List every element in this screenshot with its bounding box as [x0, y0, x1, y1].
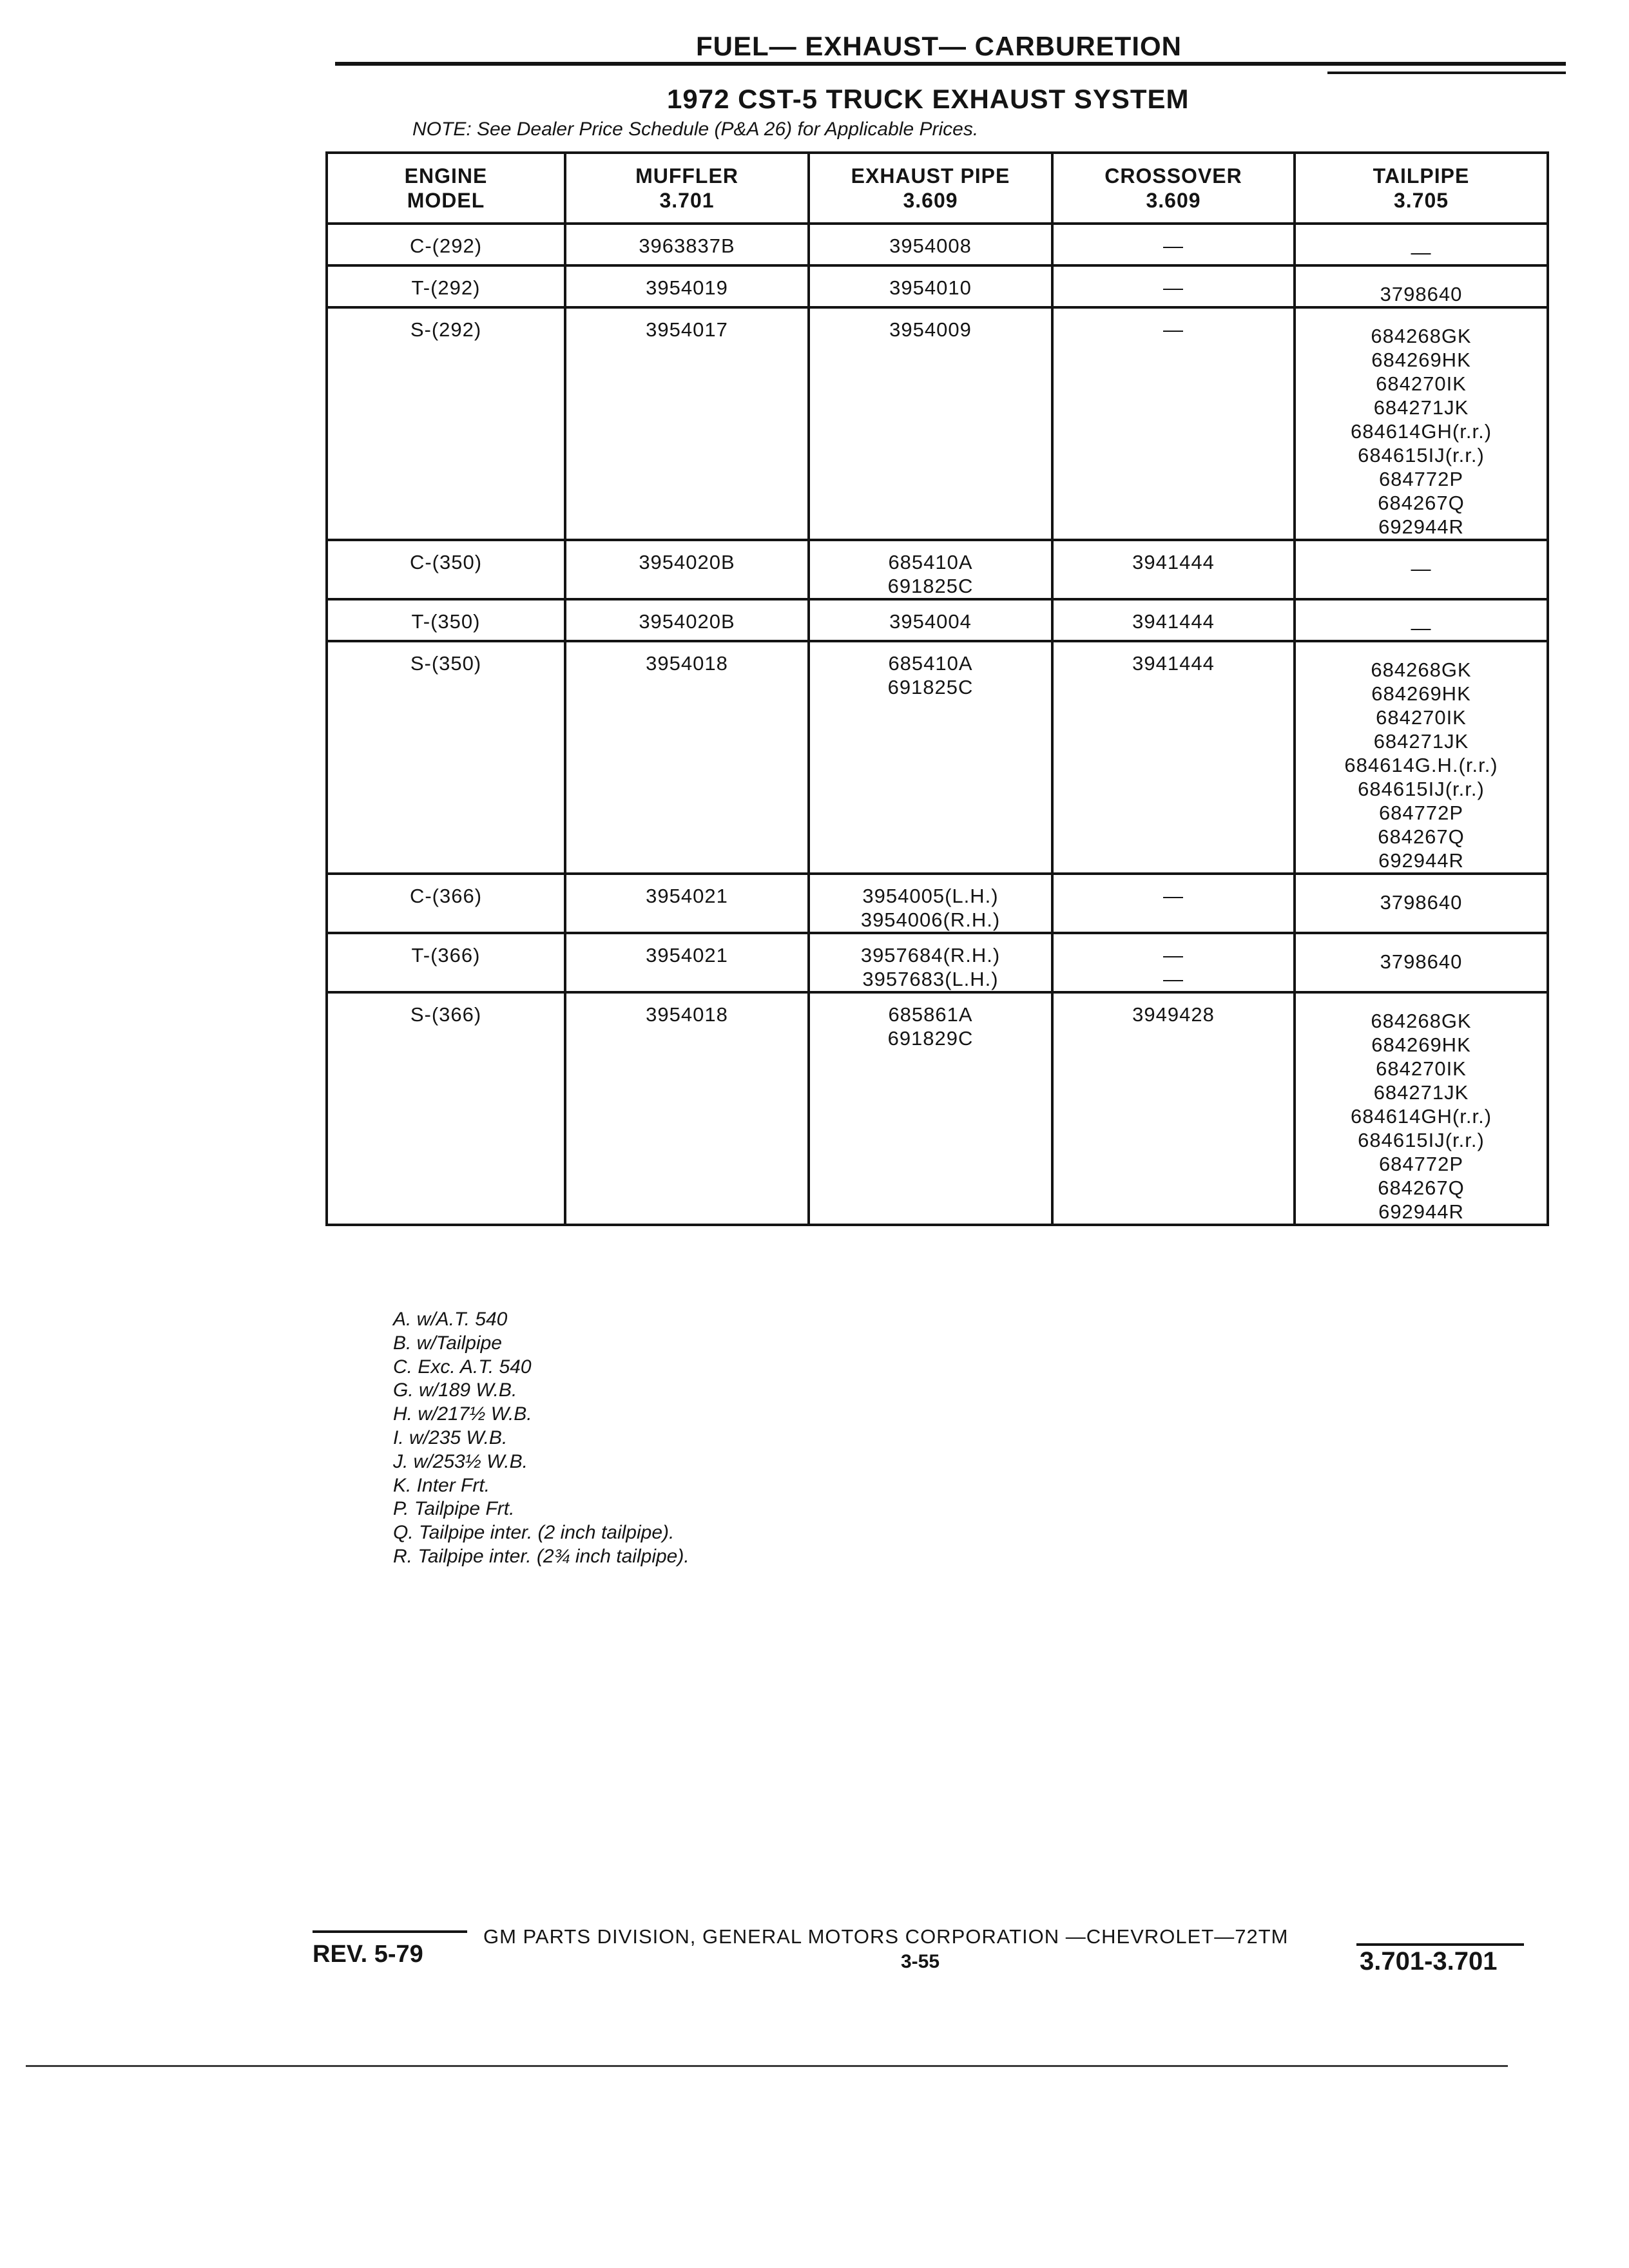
part-number: 3954018: [646, 1003, 728, 1026]
part-number: 691825C: [887, 676, 974, 698]
footer-page-number: 3-55: [901, 1951, 940, 1972]
part-number: 3954005(L.H.): [862, 885, 999, 907]
part-number: 692944R: [1378, 1200, 1464, 1223]
part-number: 685861A: [888, 1003, 973, 1026]
column-header: [565, 153, 809, 224]
column-header-code: 3.701: [659, 189, 715, 212]
engine-model-cell: C-(292): [327, 224, 565, 265]
part-number: 684268GK: [1371, 1010, 1472, 1032]
engine-model-cell: C-(366): [327, 874, 565, 933]
part-number: 3954004: [889, 610, 972, 633]
column-header-code: 3.705: [1393, 189, 1449, 212]
table-row: [327, 224, 1548, 265]
exhaust-pipe-cell: [809, 641, 1052, 874]
footnote-item: R. Tailpipe inter. (2¾ inch tailpipe).: [393, 1545, 689, 1567]
column-header: [1052, 153, 1295, 224]
part-number: 3957683(L.H.): [862, 968, 999, 990]
column-header: [327, 153, 565, 224]
part-number: 3798640: [1380, 891, 1463, 914]
tailpipe-cell: [1295, 599, 1548, 641]
part-number: 684269HK: [1371, 682, 1471, 705]
footnote-item: H. w/217½ W.B.: [393, 1403, 532, 1425]
muffler-cell: [565, 307, 809, 540]
part-number: 692944R: [1378, 515, 1464, 538]
part-number: —: [1163, 318, 1184, 341]
tailpipe-cell: [1295, 265, 1548, 307]
tailpipe-cell: [1295, 874, 1548, 933]
column-header-line: EXHAUST PIPE: [851, 164, 1010, 187]
table-row: [327, 992, 1548, 1225]
part-number: 691825C: [887, 575, 974, 597]
part-number: 3963837B: [639, 235, 735, 257]
part-number: 3954018: [646, 652, 728, 675]
footnote-item: A. w/A.T. 540: [393, 1309, 508, 1330]
crossover-cell: [1052, 540, 1295, 599]
table-row: [327, 874, 1548, 933]
crossover-cell: [1052, 307, 1295, 540]
part-number: 684267Q: [1378, 1177, 1465, 1199]
part-number: 3941444: [1132, 652, 1215, 675]
muffler-cell: [565, 933, 809, 992]
exhaust-parts-table: [325, 151, 1549, 1226]
part-number: 684615IJ(r.r.): [1358, 778, 1485, 800]
part-number: —: [1411, 617, 1432, 639]
part-number: 3798640: [1380, 950, 1463, 973]
part-number: 684772P: [1378, 1153, 1464, 1175]
part-number: 685410A: [888, 652, 973, 675]
header-rule: [335, 62, 1566, 66]
part-number: 684772P: [1378, 802, 1464, 824]
muffler-cell: [565, 540, 809, 599]
exhaust-pipe-cell: [809, 540, 1052, 599]
footnote-item: K. Inter Frt.: [393, 1474, 490, 1496]
column-header: [809, 153, 1052, 224]
tailpipe-cell: [1295, 224, 1548, 265]
tailpipe-cell: [1295, 540, 1548, 599]
part-number: 3954020B: [639, 610, 735, 633]
part-number: 684615IJ(r.r.): [1358, 1129, 1485, 1151]
part-number: 684269HK: [1371, 1033, 1471, 1056]
part-number: 685410A: [888, 551, 973, 573]
footnotes-list: [393, 1308, 689, 1569]
column-header-code: MODEL: [407, 189, 485, 212]
table-row: [327, 599, 1548, 641]
bottom-scan-rule: [26, 2065, 1508, 2067]
pricing-note: NOTE: See Dealer Price Schedule (P&A 26) for Applicable Prices.: [412, 119, 979, 140]
footnote-item: C. Exc. A.T. 540: [393, 1356, 532, 1378]
footnote-item: G. w/189 W.B.: [393, 1379, 517, 1401]
muffler-cell: [565, 224, 809, 265]
part-number: 3954021: [646, 944, 728, 966]
engine-model-cell: C-(350): [327, 540, 565, 599]
header-rule-thin: [1327, 72, 1566, 74]
engine-model-cell: S-(350): [327, 641, 565, 874]
part-number: 684614GH(r.r.): [1350, 1105, 1492, 1128]
exhaust-pipe-cell: [809, 224, 1052, 265]
exhaust-pipe-cell: [809, 265, 1052, 307]
engine-model-cell: S-(366): [327, 992, 565, 1225]
column-header-line: CROSSOVER: [1104, 164, 1242, 187]
muffler-cell: [565, 992, 809, 1225]
exhaust-pipe-cell: [809, 933, 1052, 992]
column-header: [1295, 153, 1548, 224]
part-number: 3954006(R.H.): [860, 908, 1001, 931]
exhaust-pipe-cell: [809, 599, 1052, 641]
part-number: —: [1411, 557, 1432, 580]
tailpipe-cell: [1295, 641, 1548, 874]
part-number: —: [1163, 235, 1184, 257]
exhaust-pipe-cell: [809, 992, 1052, 1225]
part-number: 3798640: [1380, 283, 1463, 305]
part-number: 684267Q: [1378, 492, 1465, 514]
part-number: —: [1163, 885, 1184, 907]
part-number: 692944R: [1378, 849, 1464, 872]
part-number: —: [1411, 241, 1432, 264]
part-number: 684270IK: [1376, 1057, 1467, 1080]
crossover-cell: [1052, 265, 1295, 307]
part-number: 684271JK: [1373, 396, 1469, 419]
muffler-cell: [565, 641, 809, 874]
part-number: 3941444: [1132, 610, 1215, 633]
part-number: 684271JK: [1373, 1081, 1469, 1104]
document-title: 1972 CST-5 TRUCK EXHAUST SYSTEM: [667, 84, 1190, 114]
footnote-item: P. Tailpipe Frt.: [393, 1498, 515, 1520]
crossover-cell: [1052, 874, 1295, 933]
crossover-cell: [1052, 224, 1295, 265]
column-header-code: 3.609: [903, 189, 958, 212]
muffler-cell: [565, 874, 809, 933]
footnote-item: Q. Tailpipe inter. (2 inch tailpipe).: [393, 1522, 675, 1544]
tailpipe-cell: [1295, 933, 1548, 992]
part-number: 3949428: [1132, 1003, 1215, 1026]
part-number: 3954009: [889, 318, 972, 341]
part-number: —: [1163, 276, 1184, 299]
footer-section-range: 3.701-3.701: [1360, 1947, 1498, 1975]
table-body: [327, 224, 1548, 1225]
engine-model-cell: T-(350): [327, 599, 565, 641]
part-number: 684267Q: [1378, 825, 1465, 848]
footer-corporation: GM PARTS DIVISION, GENERAL MOTORS CORPORATION —CHEVROLET—72TM: [483, 1925, 1289, 1948]
part-number: 684271JK: [1373, 730, 1469, 753]
section-title: FUEL— EXHAUST— CARBURETION: [696, 31, 1182, 61]
part-number: 691829C: [887, 1027, 974, 1050]
footer-rule-right: [1356, 1943, 1524, 1946]
engine-model-cell: S-(292): [327, 307, 565, 540]
part-number: 684772P: [1378, 468, 1464, 490]
part-number: 684269HK: [1371, 349, 1471, 371]
column-header-line: TAILPIPE: [1373, 164, 1470, 187]
part-number: 3957684(R.H.): [860, 944, 1001, 966]
crossover-cell: [1052, 641, 1295, 874]
part-number: —: [1163, 968, 1184, 990]
column-header-code: 3.609: [1146, 189, 1201, 212]
table-row: [327, 265, 1548, 307]
column-header-line: MUFFLER: [635, 164, 738, 187]
part-number: 3954019: [646, 276, 728, 299]
part-number: 684615IJ(r.r.): [1358, 444, 1485, 466]
part-number: 3954010: [889, 276, 972, 299]
part-number: 684268GK: [1371, 325, 1472, 347]
tailpipe-cell: [1295, 992, 1548, 1225]
part-number: 3941444: [1132, 551, 1215, 573]
part-number: 684614GH(r.r.): [1350, 420, 1492, 443]
crossover-cell: [1052, 599, 1295, 641]
exhaust-pipe-cell: [809, 874, 1052, 933]
table-row: [327, 641, 1548, 874]
footnote-item: I. w/235 W.B.: [393, 1427, 508, 1448]
footer-rule-left: [313, 1930, 467, 1933]
part-number: 3954021: [646, 885, 728, 907]
exhaust-pipe-cell: [809, 307, 1052, 540]
part-number: 684614G.H.(r.r.): [1344, 754, 1498, 776]
footnote-item: B. w/Tailpipe: [393, 1332, 502, 1354]
table-row: [327, 540, 1548, 599]
crossover-cell: [1052, 992, 1295, 1225]
part-number: 3954008: [889, 235, 972, 257]
engine-model-cell: T-(292): [327, 265, 565, 307]
muffler-cell: [565, 265, 809, 307]
column-header-line: ENGINE: [404, 164, 488, 187]
tailpipe-cell: [1295, 307, 1548, 540]
part-number: 684270IK: [1376, 706, 1467, 729]
part-number: 3954020B: [639, 551, 735, 573]
table-header-row: [327, 153, 1548, 224]
engine-model-cell: T-(366): [327, 933, 565, 992]
muffler-cell: [565, 599, 809, 641]
part-number: 3954017: [646, 318, 728, 341]
table-row: [327, 307, 1548, 540]
table-row: [327, 933, 1548, 992]
part-number: —: [1163, 944, 1184, 966]
footnote-item: J. w/253½ W.B.: [393, 1450, 528, 1472]
footer-revision: REV. 5-79: [313, 1941, 423, 1968]
part-number: 684268GK: [1371, 658, 1472, 681]
part-number: 684270IK: [1376, 372, 1467, 395]
crossover-cell: [1052, 933, 1295, 992]
